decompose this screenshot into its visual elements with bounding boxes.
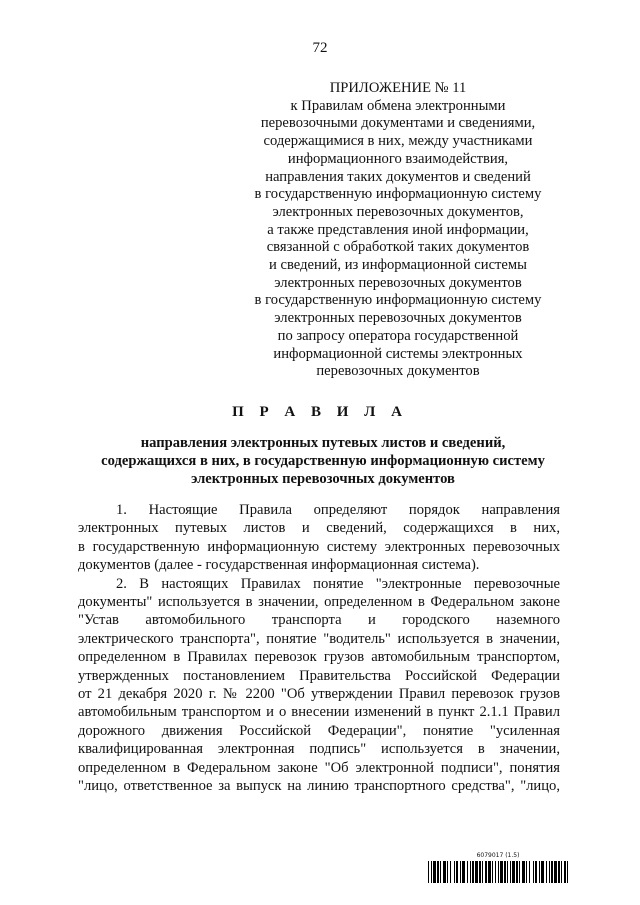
appendix-line: направления таких документов и сведений xyxy=(265,168,531,185)
rules-title: П Р А В И Л А xyxy=(232,404,408,420)
rules-subtitle-line: электронных перевозочных документов xyxy=(191,471,455,487)
rules-subtitle-line: направления электронных путевых листов и сведений, xyxy=(140,435,506,451)
appendix-line: перевозочными документами и сведениями, xyxy=(260,115,536,132)
paragraph-2-line: дорожного движения Российской Федерации", понятие "усиленная xyxy=(78,722,560,739)
document-barcode xyxy=(428,852,568,883)
appendix-header xyxy=(236,80,560,381)
rules-subtitle-line: содержащихся в них, в государственную информационную систему xyxy=(101,453,545,469)
page-number: 72 xyxy=(312,40,328,56)
appendix-line: электронных перевозочных документов xyxy=(274,310,522,327)
appendix-line: к Правилам обмена электронными xyxy=(290,97,506,114)
paragraph-2-line: "Устав автомобильного транспорта и городского наземного xyxy=(78,612,560,629)
appendix-line: перевозочных документов xyxy=(316,363,480,380)
paragraph-2-line: квалифицированная электронная подпись" используется в значении, xyxy=(78,741,560,758)
paragraph-2-line: документы" используется в значении, определенном в Федеральном законе xyxy=(78,594,560,611)
barcode-icon xyxy=(428,861,568,883)
appendix-line: и сведений, из информационной системы xyxy=(269,257,527,274)
appendix-line: информационной системы электронных xyxy=(273,345,523,362)
appendix-line: содержащимися в них, между участниками xyxy=(263,133,533,150)
paragraph-1-line: электронных путевых листов и сведений, содержащихся в них, xyxy=(78,520,560,537)
paragraph-2-line: утвержденных постановлением Правительства Российской Федерации xyxy=(78,667,560,684)
paragraph-2-line: от 21 декабря 2020 г. № 2200 "Об утверждении Правил перевозок грузов xyxy=(78,686,560,703)
paragraph-1-line: документов (далее - государственная информационная система). xyxy=(78,557,480,574)
appendix-line: по запросу оператора государственной xyxy=(277,327,519,344)
paragraph-2-line: 2. В настоящих Правилах понятие "электронные перевозочные xyxy=(116,575,560,592)
appendix-line: а также представления иной информации, xyxy=(267,221,529,238)
appendix-line: в государственную информационную систему xyxy=(254,186,542,203)
barcode-id: 6079017 (1.5) xyxy=(476,852,520,859)
paragraph-2-line: определенном в Правилах перевозок грузов автомобильным транспортом, xyxy=(78,649,560,666)
appendix-title: ПРИЛОЖЕНИЕ № 11 xyxy=(329,80,467,96)
appendix-line: электронных перевозочных документов xyxy=(274,274,522,291)
appendix-line: связанной с обработкой таких документов xyxy=(266,239,530,256)
paragraph-2-line: определенном в Федеральном законе "Об электронной подписи", понятия xyxy=(78,759,560,776)
paragraph-2-line: "лицо, ответственное за выпуск на линию транспортного средства", "лицо, xyxy=(78,778,560,795)
paragraph-1-line: в государственную информационную систему электронных перевозочных xyxy=(78,538,560,555)
paragraph-2-line: автомобильным транспортом и о внесении изменений в пункт 2.1.1 Правил xyxy=(78,704,560,721)
appendix-line: информационного взаимодействия, xyxy=(287,150,509,167)
paragraph-1-line: 1. Настоящие Правила определяют порядок направления xyxy=(116,502,560,518)
paragraph-2-line: электрического транспорта", понятие "водитель" используется в значении, xyxy=(78,630,560,647)
rules-subtitle xyxy=(90,434,556,488)
appendix-line: в государственную информационную систему xyxy=(254,292,542,309)
appendix-line: электронных перевозочных документов, xyxy=(272,203,524,220)
body-text xyxy=(78,501,560,796)
